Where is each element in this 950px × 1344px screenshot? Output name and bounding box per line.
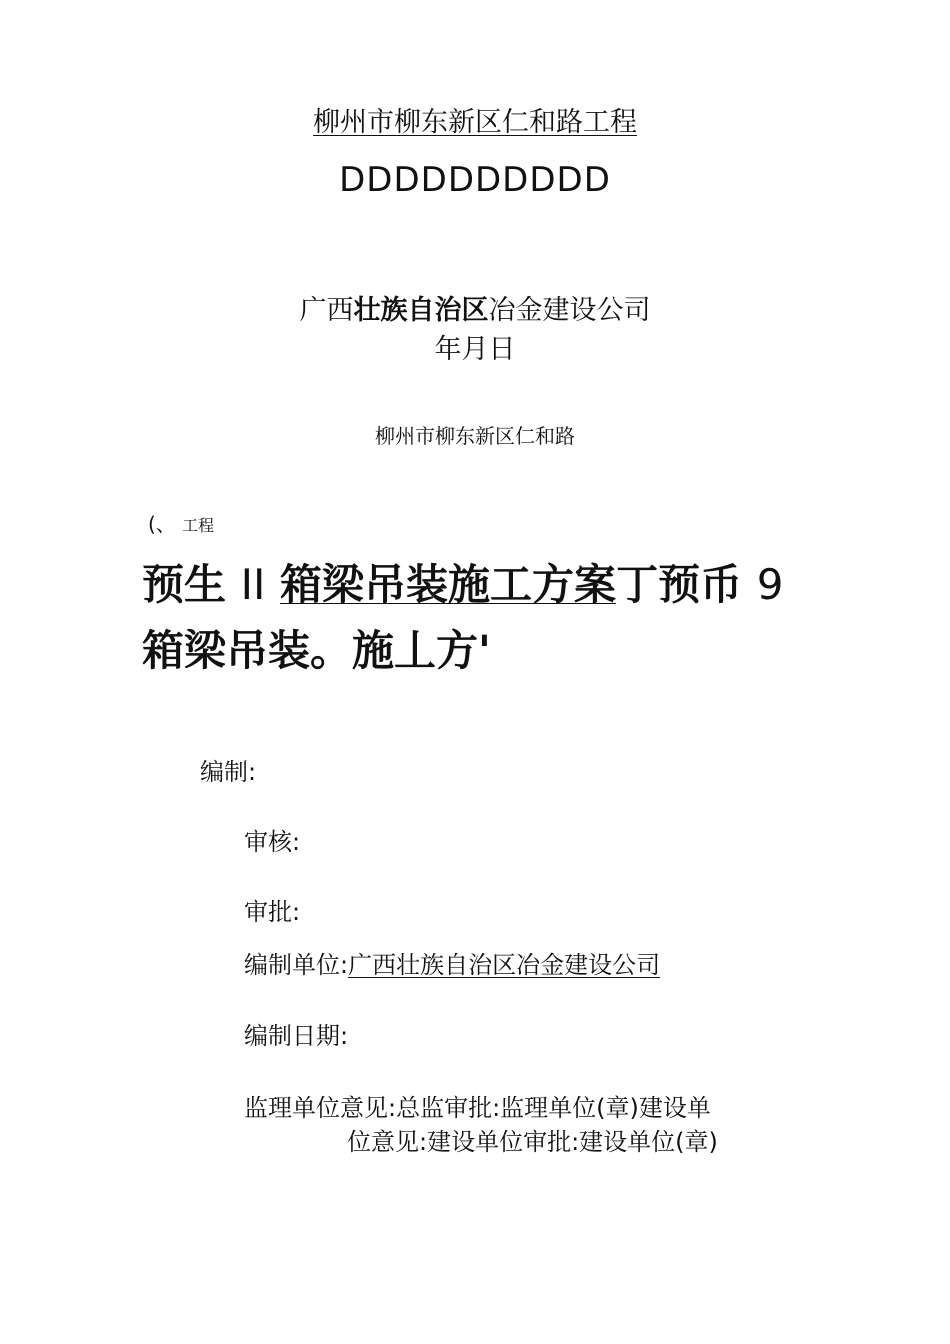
placeholder-line: DDDDDDDDDD (339, 160, 611, 200)
main-title-line2: 箱梁吊装。施丄方' (142, 626, 491, 675)
paren-line (148, 508, 214, 537)
organization-part3: 冶金建设公司 (488, 295, 651, 326)
title-part-e: 9 (756, 560, 784, 609)
supervision-line1: 监理单位意见:总监审批:监理单位(章)建设单 (244, 1094, 711, 1122)
project-title-text: 柳州市柳东新区仁和路工程 (313, 107, 637, 138)
compile-unit-value: 广西壮族自治区冶金建设公司 (348, 951, 661, 979)
compile-label: 编制: (200, 758, 257, 786)
paren-prefix: (、 (148, 512, 176, 536)
supervision-line2: 位意见:建设单位审批:建设单位(章) (347, 1128, 718, 1156)
title-part-a: 预生 (142, 560, 227, 609)
road-name: 柳州市柳东新区仁和路 (375, 424, 575, 448)
date-line: 年月日 (434, 334, 516, 365)
compile-date-label: 编制日期: (244, 1022, 349, 1050)
review-label: 审核: (244, 828, 301, 856)
title-part-b: II (240, 560, 266, 609)
compile-unit-label: 编制单位: (244, 951, 349, 979)
title-part-d: 丁预币 (616, 560, 743, 609)
main-title-line1 (142, 552, 783, 612)
title-part-c: 箱梁吊装施工方案 (280, 560, 617, 609)
project-title (0, 100, 950, 139)
organization-name (0, 288, 950, 327)
compile-unit (244, 945, 660, 980)
approve-label: 审批: (244, 898, 301, 926)
organization-part2: 壮族自治区 (353, 295, 489, 326)
paren-word: 工程 (182, 516, 215, 535)
organization-part1: 广西 (299, 295, 354, 326)
